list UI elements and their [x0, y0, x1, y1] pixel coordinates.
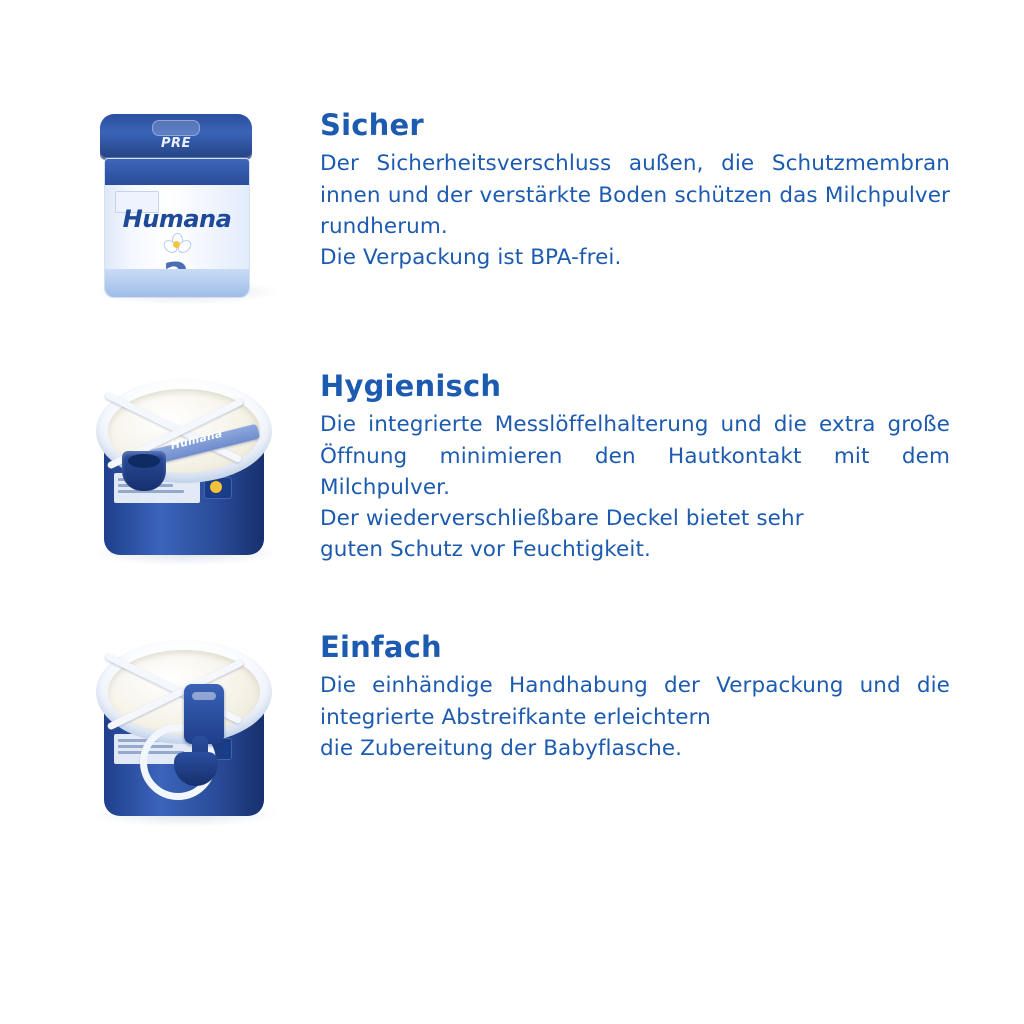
feature-sicher-title: Sicher	[320, 108, 424, 142]
feature-einfach-image	[72, 618, 302, 833]
spoon-bowl-inner	[128, 454, 160, 468]
feature-einfach-text	[320, 618, 950, 764]
feature-hygienisch-body-last: guten Schutz vor Feuchtigkeit.	[320, 537, 651, 563]
feature-hygienisch-body	[320, 409, 950, 565]
feature-hygienisch-title: Hygienisch	[320, 369, 502, 403]
feature-sicher	[72, 96, 952, 311]
open-can-with-scoop-illustration	[72, 357, 302, 572]
feature-hygienisch-image	[72, 357, 302, 572]
yellow-seal-icon	[210, 481, 222, 493]
feature-einfach-body-last: die Zubereitung der Babyflasche.	[320, 735, 683, 761]
can-brand-text: Humana	[122, 205, 232, 233]
feature-sicher-image	[72, 96, 302, 311]
feature-sicher-body	[320, 148, 950, 273]
open-can-scoop-holder-illustration	[72, 618, 302, 833]
feature-sicher-body-last: Die Verpackung ist BPA-frei.	[320, 244, 622, 270]
closed-can-illustration	[72, 96, 302, 311]
spoon-clip-slot	[192, 692, 216, 700]
can-bottom-band	[105, 269, 249, 297]
can-lid	[100, 114, 252, 160]
feature-einfach-title: Einfach	[320, 630, 442, 664]
feature-hygienisch-text	[320, 357, 950, 565]
safety-closure-tab	[152, 120, 200, 136]
can-body	[104, 158, 250, 298]
feature-hygienisch-body-main: Die integrierte Messlöffelhalterung und die extra große Öffnung minimieren den Hautkontakt mit dem Milchpulver.	[320, 412, 950, 500]
feature-hygienisch-body-second: Der wiederverschließbare Deckel bietet sehr	[320, 505, 804, 531]
spoon-brand-text: Humana	[169, 426, 224, 453]
feature-einfach-body-main: Die einhändige Handhabung der Verpackung und die integrierte Abstreifkante erleichtern	[320, 673, 950, 730]
feature-sicher-body-main: Der Sicherheitsverschluss außen, die Schutzmembran innen und der verstärkte Boden schützen das Milchpulver rundherum.	[320, 151, 950, 239]
can-top-band	[105, 159, 249, 185]
feature-sicher-text	[320, 96, 950, 273]
daisy-icon	[165, 233, 189, 253]
feature-hygienisch	[72, 357, 952, 572]
can-lid-text: PRE	[161, 136, 191, 151]
feature-einfach-body	[320, 670, 950, 764]
feature-einfach	[72, 618, 952, 833]
